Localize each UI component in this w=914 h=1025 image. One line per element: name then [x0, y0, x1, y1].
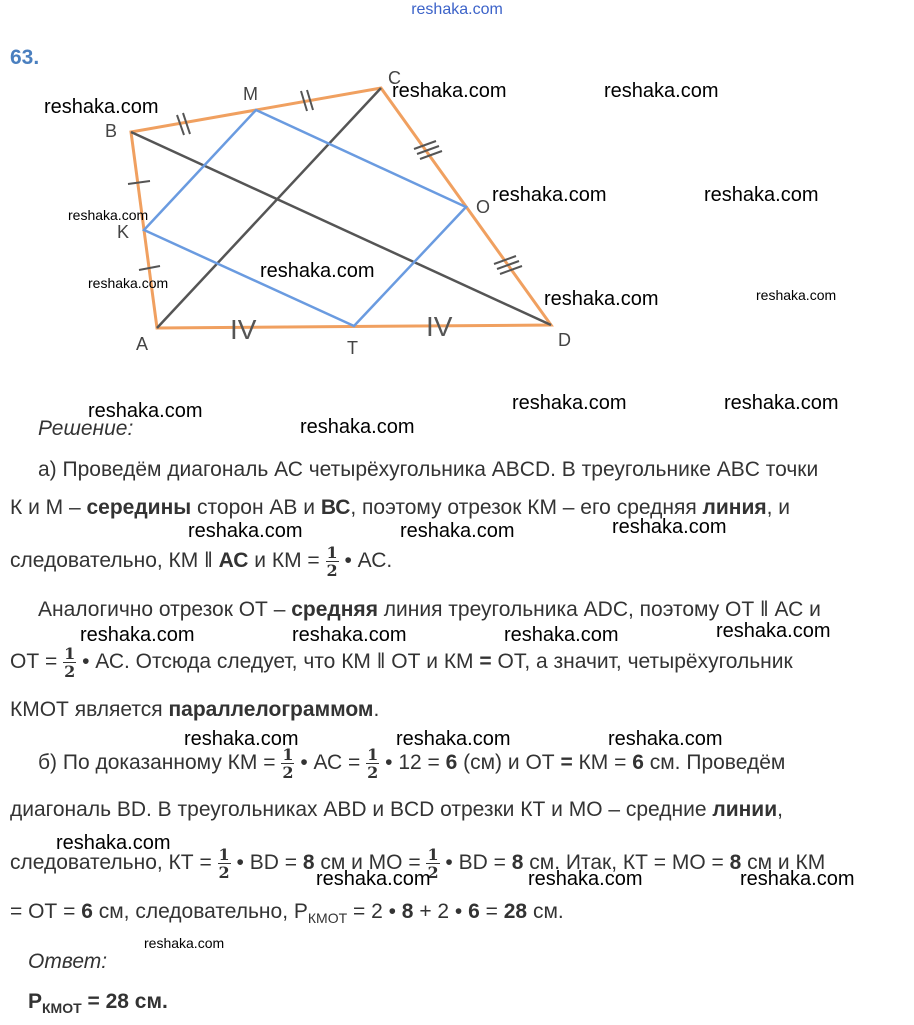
watermark: reshaka.com — [704, 184, 819, 206]
watermark: reshaka.com — [80, 624, 195, 646]
watermark: reshaka.com — [528, 868, 643, 890]
fraction-half: $\frac{1}{2}$ — [282, 745, 294, 782]
watermark: reshaka.com — [740, 868, 855, 890]
watermark: reshaka.com — [68, 207, 149, 223]
watermark: reshaka.com — [544, 288, 659, 310]
part-b-line-4: = ОТ = 6 см, следовательно, $Р_{КМОТ} = 2$ • 8 + 2 • 6 = 28 см. — [10, 900, 564, 926]
part-b-line-1: б) По доказанному КМ = $\frac{1}{2}$ • АС = $\frac{1}{2}$ • 12 = 6 (см) и ОТ = КМ = 6 см. Проведём — [38, 745, 786, 782]
diagonal-bd — [131, 132, 551, 325]
label-t: T — [347, 338, 358, 358]
watermark: reshaka.com — [400, 520, 515, 542]
part-a-line-1: а) Проведём диагональ АС четырёхугольника ABCD. В треугольнике ABC точки — [38, 458, 819, 481]
watermark: reshaka.com — [56, 832, 171, 854]
watermark: reshaka.com — [392, 80, 507, 102]
watermark: reshaka.com — [396, 728, 511, 750]
site-header[interactable]: reshaka.com — [411, 1, 503, 18]
part-a-line-3: следовательно, КМ ǁ АС и КМ = $\frac{1}{2}$ • АС. — [10, 543, 393, 580]
fraction-half: $\frac{1}{2}$ — [64, 644, 76, 681]
watermark: reshaka.com — [512, 392, 627, 414]
label-a: A — [136, 334, 149, 354]
label-c: C — [388, 68, 401, 88]
watermark: reshaka.com — [300, 416, 415, 438]
solution-title: Решение: — [38, 417, 134, 440]
watermark: reshaka.com — [88, 275, 169, 291]
watermark: reshaka.com — [492, 184, 607, 206]
watermark: reshaka.com — [716, 620, 831, 642]
part-a-line-2: К и М – середины сторон АВ и ВС, поэтому отрезок КМ – его средняя линия, и — [10, 496, 791, 519]
label-o: O — [476, 197, 491, 217]
watermark: reshaka.com — [604, 80, 719, 102]
part-a2-line-1: Аналогично отрезок ОТ – средняя линия треугольника ADC, поэтому ОТ ǁ АС и — [38, 598, 821, 621]
watermark: reshaka.com — [316, 868, 431, 890]
watermark: reshaka.com — [144, 935, 225, 951]
watermark: reshaka.com — [88, 400, 203, 422]
part-b-line-3: следовательно, КТ = $\frac{1}{2}$ • BD = 8 см и МО = $\frac{1}{2}$ • BD = 8 см. Итак, КТ = МО = 8 см и КМ — [10, 845, 826, 882]
diagonal-ac — [157, 88, 381, 328]
tick-iv-right: IV — [426, 311, 453, 342]
fraction-half: $\frac{1}{2}$ — [326, 543, 338, 580]
watermark: reshaka.com — [260, 260, 375, 282]
watermark: reshaka.com — [504, 624, 619, 646]
problem-number: 63. — [10, 46, 40, 69]
label-b: B — [105, 121, 118, 141]
fraction-half: $\frac{1}{2}$ — [427, 845, 439, 882]
watermark: reshaka.com — [44, 96, 159, 118]
watermark: reshaka.com — [608, 728, 723, 750]
part-b-line-2: диагональ BD. В треугольниках ABD и BCD отрезки КТ и МО – средние линии, — [10, 798, 783, 821]
label-d: D — [558, 330, 571, 350]
watermark: reshaka.com — [188, 520, 303, 542]
answer-title: Ответ: — [28, 950, 108, 973]
tick-iv-left: IV — [230, 314, 257, 345]
part-a2-line-3: КМОТ является параллелограммом. — [10, 698, 380, 721]
watermark: reshaka.com — [756, 287, 837, 303]
fraction-half: $\frac{1}{2}$ — [367, 745, 379, 782]
part-a2-line-2: ОТ = $\frac{1}{2}$ • АС. Отсюда следует, что КМ ǁ ОТ и КМ = ОТ, а значит, четырёхугольник — [10, 644, 793, 681]
parallelogram-kmot — [144, 110, 466, 326]
answer-value: $Р_{КМОТ} = 28$ см. — [28, 990, 168, 1016]
watermark: reshaka.com — [724, 392, 839, 414]
label-k: K — [117, 222, 130, 242]
watermark: reshaka.com — [184, 728, 299, 750]
watermark: reshaka.com — [292, 624, 407, 646]
fraction-half: $\frac{1}{2}$ — [218, 845, 230, 882]
watermark: reshaka.com — [612, 516, 727, 538]
label-m: M — [243, 84, 258, 104]
